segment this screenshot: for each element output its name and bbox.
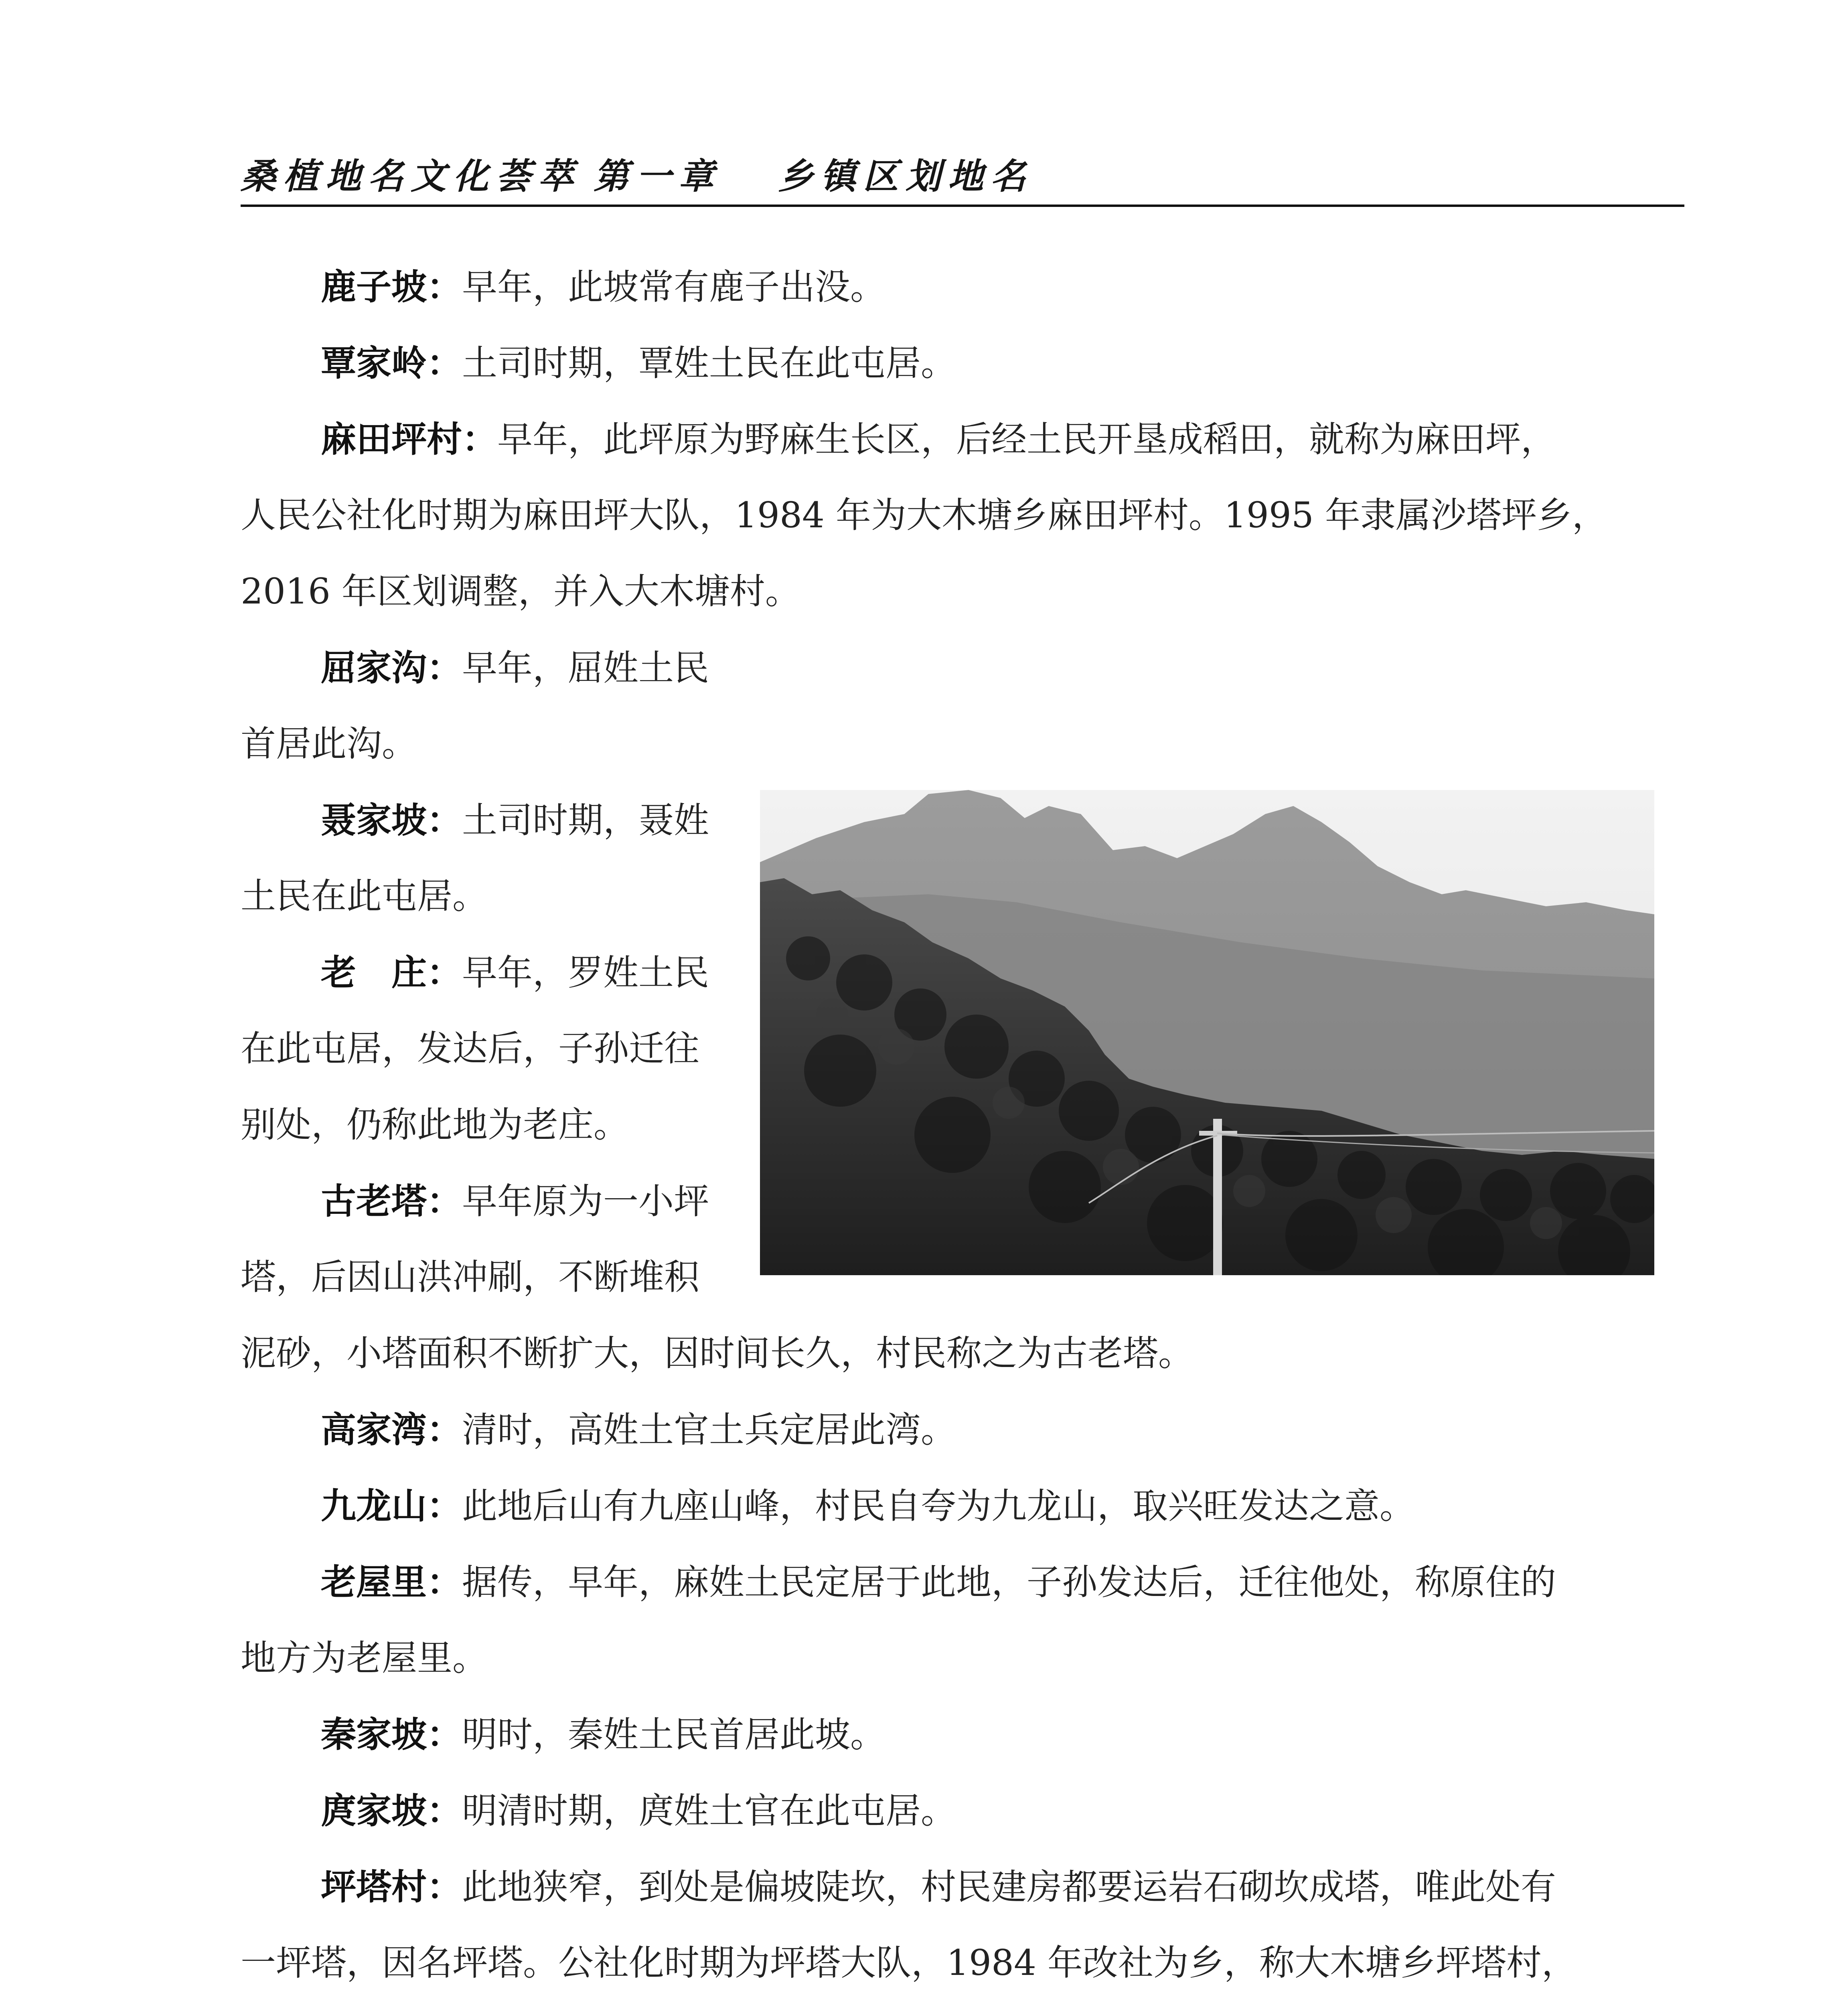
place-name-term: 鹿子坡： bbox=[321, 266, 462, 308]
entry-continuation: 土民在此屯居。 bbox=[241, 875, 488, 917]
entry-text: 明时，秦姓土民首居此坡。 bbox=[462, 1714, 886, 1755]
entry-text: 据传，早年，麻姓土民定居于此地，子孙发达后，迁往他处，称原住的 bbox=[462, 1561, 1556, 1603]
mountain-photo bbox=[760, 790, 1654, 1275]
place-name-entry bbox=[321, 325, 956, 401]
place-name-term: 老 庄： bbox=[321, 952, 462, 993]
entry-continuation: 别处，仍称此地为老庄。 bbox=[241, 1104, 629, 1145]
place-name-entry bbox=[321, 782, 709, 859]
place-name-entry bbox=[321, 1391, 956, 1468]
entry-text: 土司时期，聂姓 bbox=[462, 800, 709, 841]
place-name-term: 坪塔村： bbox=[321, 1866, 462, 1908]
place-name-entry bbox=[321, 1468, 1415, 1544]
place-name-term: 聂家坡： bbox=[321, 799, 462, 841]
place-name-term: 古老塔： bbox=[321, 1180, 462, 1222]
place-name-term: 高家湾： bbox=[321, 1409, 462, 1450]
place-name-entry bbox=[321, 1544, 1556, 1620]
book-title: 桑植地名文化荟萃 bbox=[241, 155, 581, 197]
entry-continuation: 在此屯居，发达后，子孙迁往 bbox=[241, 1028, 700, 1069]
place-name-term: 覃家岭： bbox=[321, 342, 462, 384]
entry-continuation: 人民公社化时期为麻田坪大队，1984 年为大木塘乡麻田坪村。1995 年隶属沙塔坪乡， bbox=[241, 494, 1607, 536]
place-name-entry bbox=[321, 630, 709, 706]
running-header bbox=[241, 148, 1684, 196]
entry-continuation: 地方为老屋里。 bbox=[241, 1637, 488, 1679]
place-name-entry bbox=[321, 401, 1556, 478]
place-name-term: 秦家坡： bbox=[321, 1713, 462, 1755]
place-name-entry bbox=[321, 1163, 709, 1239]
entry-continuation: 2016 年区划调整，并入大木塘村。 bbox=[241, 571, 800, 612]
place-name-entry bbox=[321, 1696, 886, 1773]
entry-continuation: 一坪塔，因名坪塔。公社化时期为坪塔大队，1984 年改社为乡，称大木塘乡坪塔村， bbox=[241, 1942, 1577, 1983]
entry-text: 早年，罗姓土民 bbox=[462, 952, 709, 993]
entry-text: 此地后山有九座山峰，村民自夸为九龙山，取兴旺发达之意。 bbox=[462, 1485, 1415, 1527]
place-name-entry bbox=[321, 1772, 956, 1849]
entry-text: 早年，此坪原为野麻生长区，后经土民开垦成稻田，就称为麻田坪， bbox=[497, 419, 1556, 460]
entry-text: 明清时期，庹姓土官在此屯居。 bbox=[462, 1790, 956, 1831]
entry-text: 早年原为一小坪 bbox=[462, 1181, 709, 1222]
entry-continuation: 首居此沟。 bbox=[241, 723, 417, 764]
place-name-term: 老屋里： bbox=[321, 1561, 462, 1603]
entry-text: 清时，高姓土官土兵定居此湾。 bbox=[462, 1409, 956, 1450]
entry-continuation: 塔，后因山洪冲刷，不断堆积 bbox=[241, 1256, 700, 1298]
place-name-entry bbox=[321, 249, 886, 325]
header-rule bbox=[241, 205, 1684, 207]
place-name-entry bbox=[321, 1849, 1556, 1925]
section-title: 乡镇区划地名 bbox=[778, 155, 1033, 197]
place-name-entry bbox=[321, 934, 709, 1011]
entry-continuation bbox=[241, 2001, 1083, 2005]
entry-continuation: 泥砂，小塔面积不断扩大，因时间长久，村民称之为古老塔。 bbox=[241, 1333, 1194, 1374]
entry-text: 土司时期，覃姓土民在此屯居。 bbox=[462, 342, 956, 384]
place-name-term: 庹家坡： bbox=[321, 1790, 462, 1831]
place-name-term: 屈家沟： bbox=[321, 647, 462, 689]
chapter-label: 第一章 bbox=[594, 155, 721, 197]
place-name-term: 九龙山： bbox=[321, 1485, 462, 1527]
entry-text: 早年，此坡常有鹿子出没。 bbox=[462, 266, 886, 308]
place-name-term: 麻田坪村： bbox=[321, 418, 498, 460]
entry-text: 早年，屈姓土民 bbox=[462, 647, 709, 689]
entry-text: 此地狭窄，到处是偏坡陡坎，村民建房都要运岩石砌坎成塔，唯此处有 bbox=[462, 1866, 1556, 1908]
